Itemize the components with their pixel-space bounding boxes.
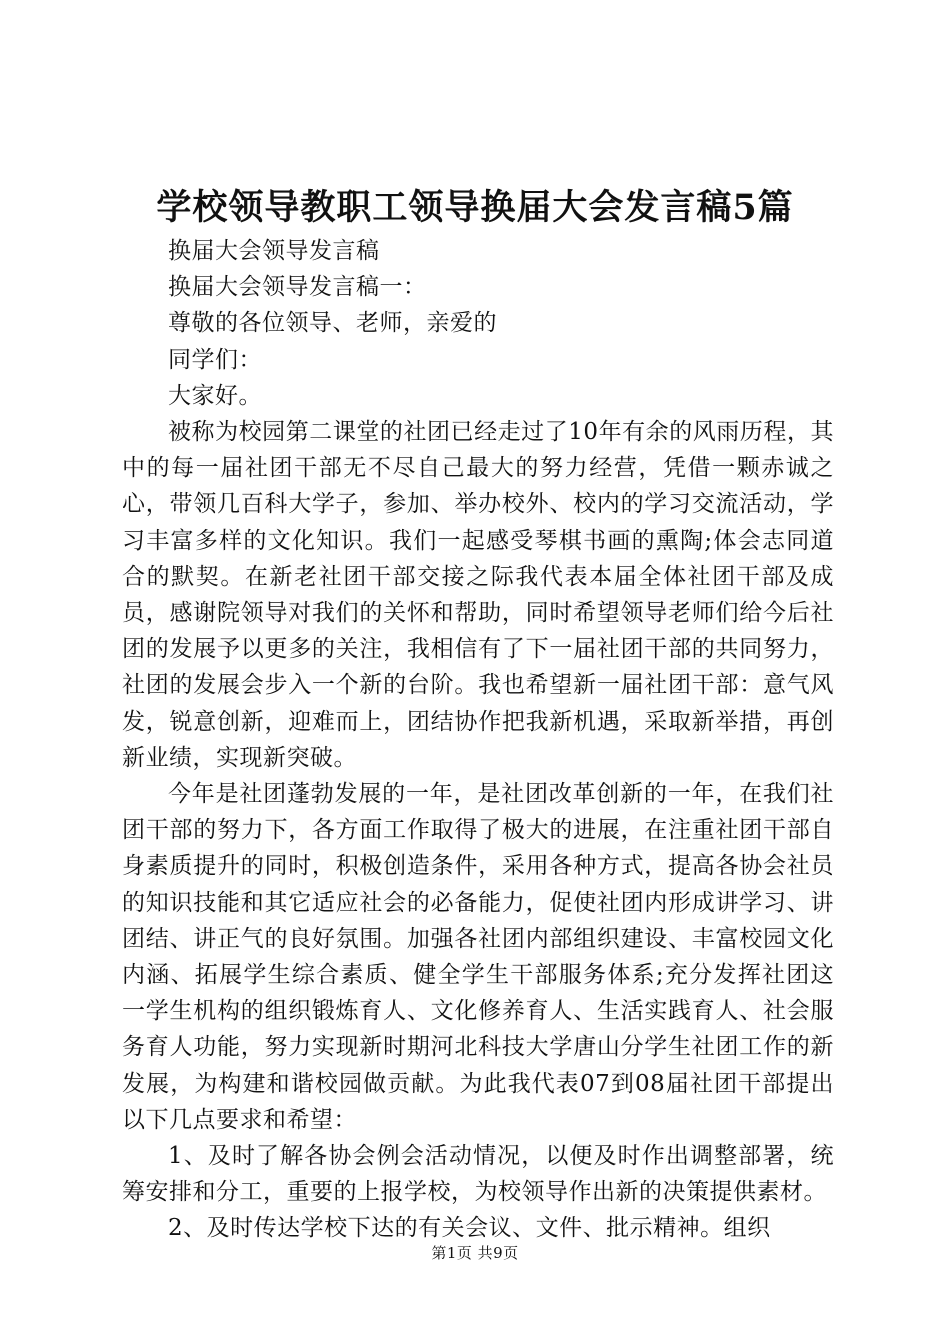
paragraph-list-item: 1、及时了解各协会例会活动情况，以便及时作出调整部署，统筹安排和分工，重要的上报学校，为校领导作出新的决策提供素材。 (122, 1143, 834, 1206)
paragraph-salutation-cont: 同学们： (168, 346, 262, 373)
paragraph-salutation: 尊敬的各位领导、老师，亲爱的 (168, 310, 497, 337)
document-body (122, 233, 834, 1247)
paragraph-body: 今年是社团蓬勃发展的一年，是社团改革创新的一年，在我们社团干部的努力下，各方面工作取得了极大的进展，在注重社团干部自身素质提升的同时，积极创造条件，采用各种方式，提高各协会社员的知识技能和其它适应社会的必备能力，促使社团内形成讲学习、讲团结、讲正气的良好氛围。加强各社团内部组织建设、丰富校园文化内涵、拓展学生综合素质、健全学生干部服务体系;充分发挥社团这一学生机构的组织锻炼育人、文化修养育人、生活实践育人、社会服务育人功能，努力实现新时期河北科技大学唐山分学生社团工作的新发展，为构建和谐校园做贡献。为此我代表07到08届社团干部提出以下几点要求和希望： (122, 781, 834, 1133)
paragraph-greeting: 大家好。 (168, 382, 262, 409)
paragraph-body: 被称为校园第二课堂的社团已经走过了10年有余的风雨历程，其中的每一届社团干部无不尽自己最大的努力经营，凭借一颗赤诚之心，带领几百科大学子，参加、举办校外、校内的学习交流活动，学习丰富多样的文化知识。我们一起感受琴棋书画的熏陶;体会志同道合的默契。在新老社团干部交接之际我代表本届全体社团干部及成员，感谢院领导对我们的关怀和帮助，同时希望领导老师们给今后社团的发展予以更多的关注，我相信有了下一届社团干部的共同努力，社团的发展会步入一个新的台阶。我也希望新一届社团干部：意气风发，锐意创新，迎难而上，团结协作把我新机遇，采取新举措，再创新业绩，实现新突破。 (122, 419, 834, 771)
paragraph-subheading: 换届大会领导发言稿一： (168, 274, 427, 301)
paragraph-heading: 换届大会领导发言稿 (168, 238, 380, 264)
document-title: 学校领导教职工领导换届大会发言稿5篇 (156, 187, 794, 228)
page-footer: 第1页 共9页 (431, 1244, 519, 1262)
paragraph-list-item: 2、及时传达学校下达的有关会议、文件、批示精神。组织 (168, 1215, 771, 1242)
